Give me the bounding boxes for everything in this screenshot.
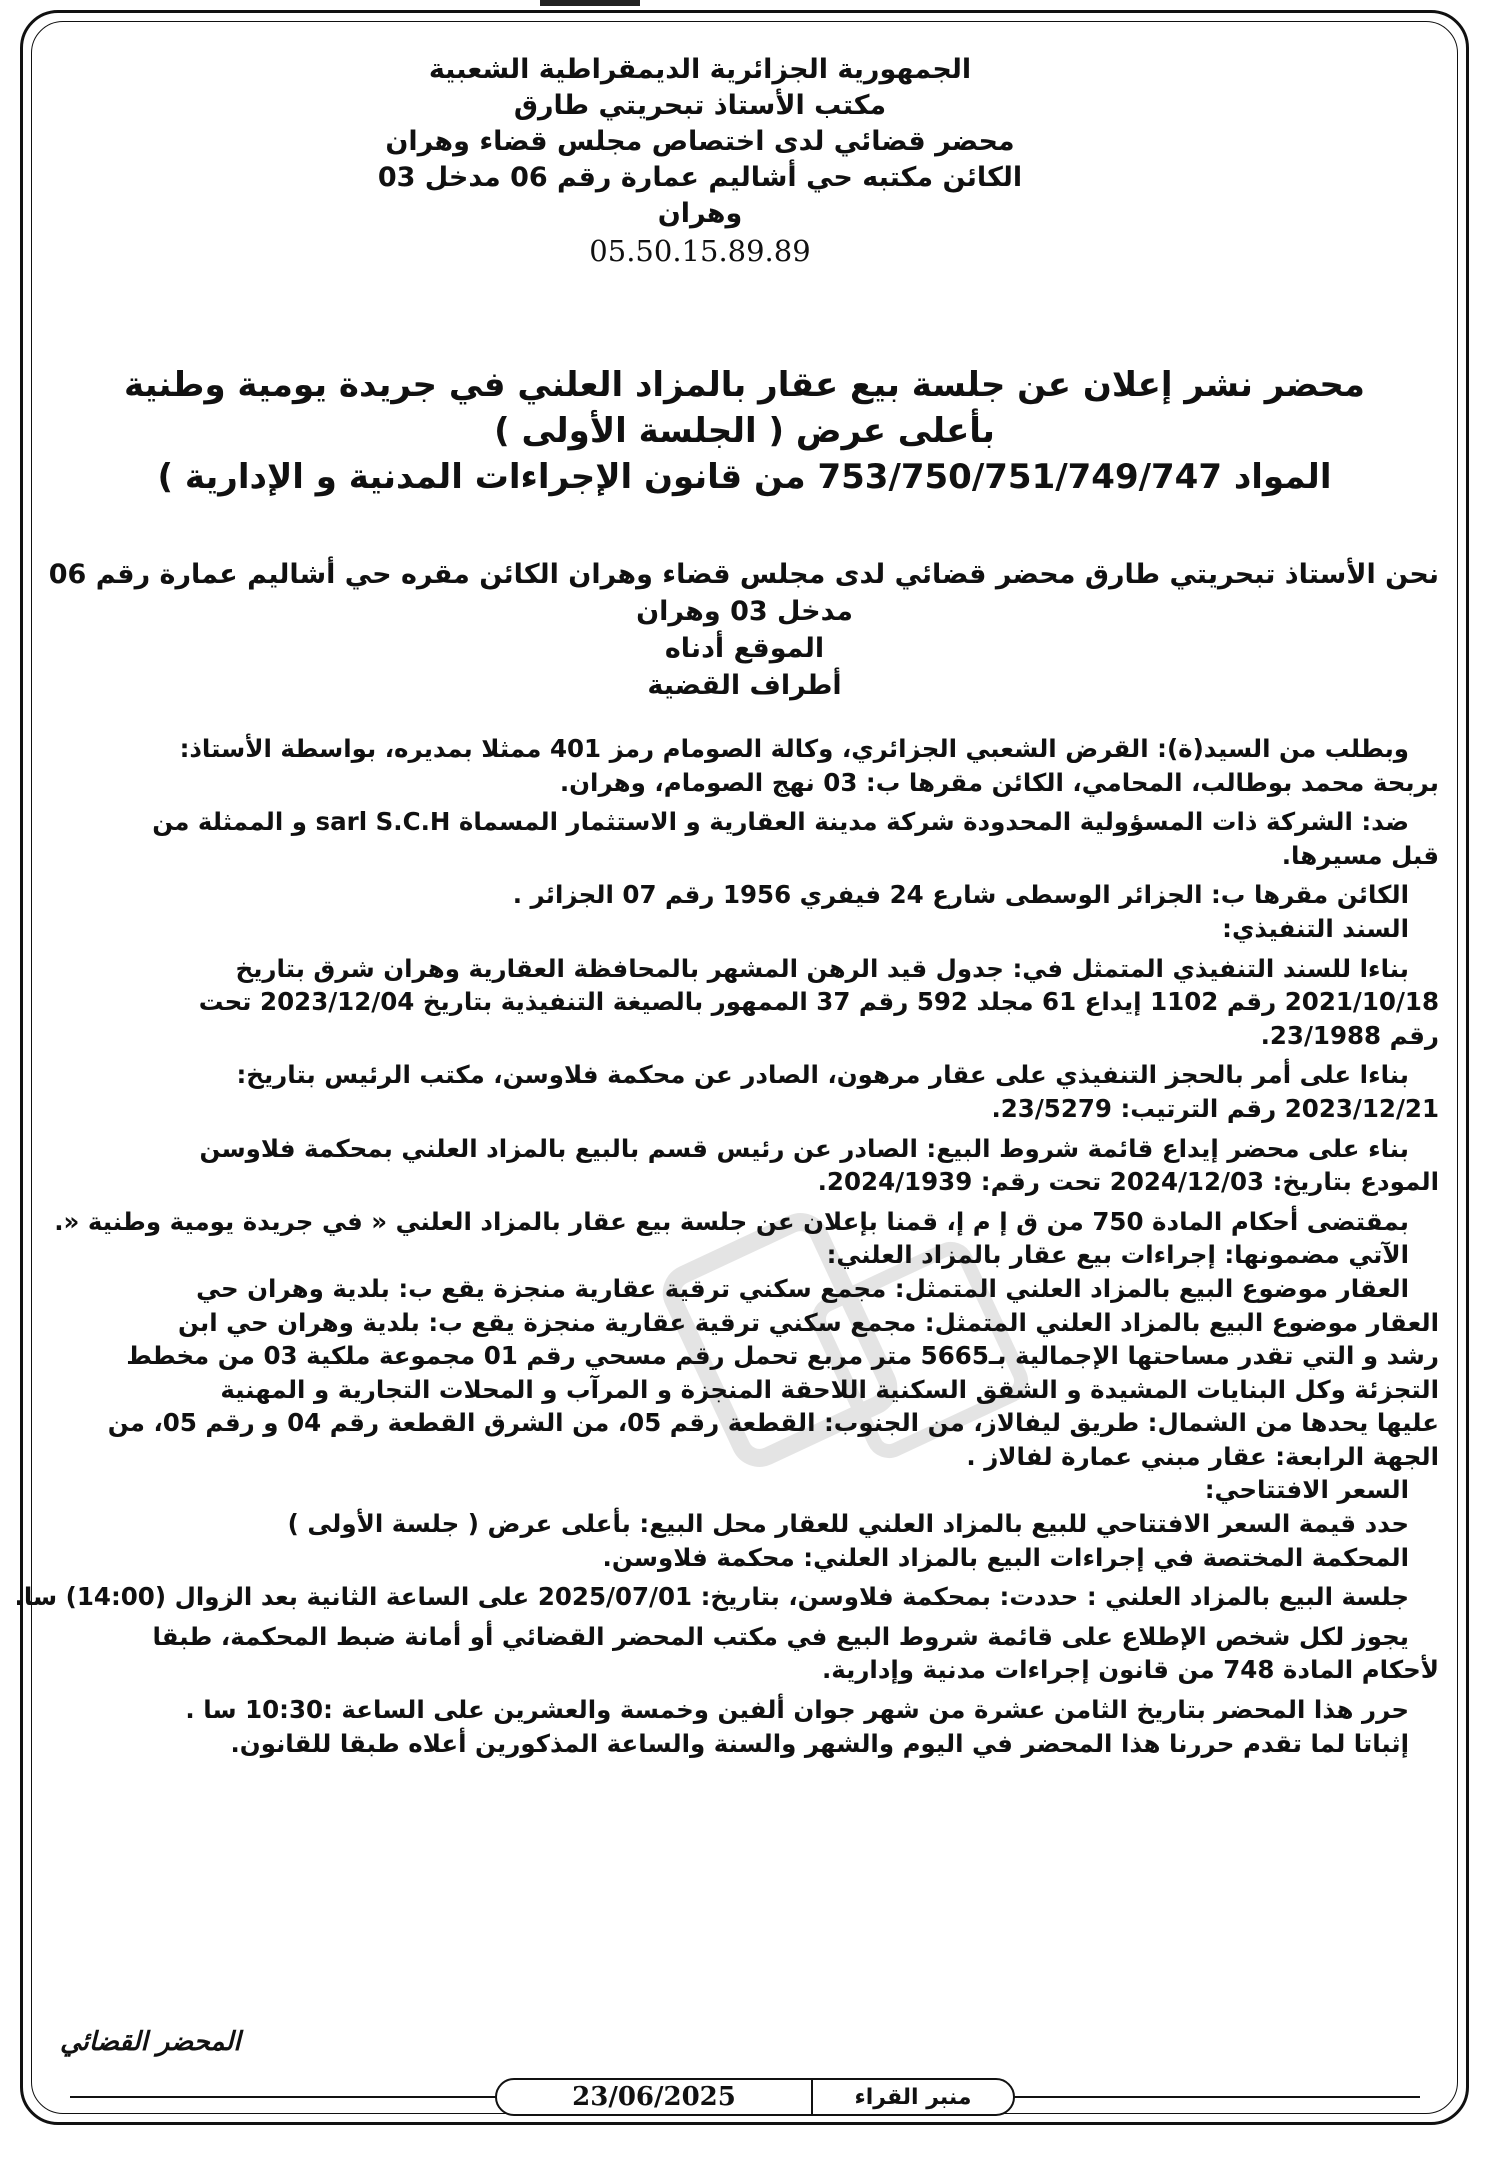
intro-line: الموقع أدناه bbox=[664, 633, 825, 664]
notice-body bbox=[14, 732, 1439, 1760]
body-line: إثباتا لما تقدم حررنا هذا المحضر في اليوم والشهر والسنة والساعة المذكورين أعلاه طبقا للقانون. bbox=[230, 1728, 1409, 1758]
body-line: عليها يحدها من الشمال: طريق ليفالاز، من الجنوب: القطعة رقم 05، من الشرق القطعة رقم 04 و رقم 05، من bbox=[107, 1408, 1439, 1438]
body-line: بربحة محمد بوطالب، المحامي، الكائن مقرها ب: 03 نهج الصومام، وهران. bbox=[559, 767, 1439, 797]
body-line: رشد و التي تقدر مساحتها الإجمالية بـ5665 متر مربع تحمل رقم مسحي رقم 01 مجموعة ملكية 03 من مخطط bbox=[126, 1341, 1439, 1371]
intro-line: أطراف القضية bbox=[647, 670, 842, 701]
body-line: بناءا على أمر بالحجز التنفيذي على عقار مرهون، الصادر عن محكمة فلاوسن، مكتب الرئيس بتاريخ: bbox=[236, 1060, 1409, 1090]
body-line: الكائن مقرها ب: الجزائر الوسطى شارع 24 فيفري 1956 رقم 07 الجزائر . bbox=[512, 880, 1409, 910]
body-line: الآتي مضمونها: إجراءات بيع عقار بالمزاد العلني: bbox=[826, 1240, 1409, 1270]
notice-intro bbox=[50, 556, 1439, 704]
title-line: محضر نشر إعلان عن جلسة بيع عقار بالمزاد العلني في جريدة يومية وطنية bbox=[124, 365, 1365, 405]
body-line: 2023/12/21 رقم الترتيب: 23/5279. bbox=[991, 1093, 1439, 1123]
header-phone: 05.50.15.89.89 bbox=[589, 234, 811, 268]
body-line: لأحكام المادة 748 من قانون إجراءات مدنية وإدارية. bbox=[821, 1655, 1439, 1685]
footer-banner bbox=[495, 2078, 1015, 2116]
body-line: العقار موضوع البيع بالمزاد العلني المتمثل: مجمع سكني ترقية عقارية منجزة يقع ب: بلدية وهران حي bbox=[196, 1273, 1409, 1303]
body-line: جلسة البيع بالمزاد العلني : حددت: بمحكمة فلاوسن، بتاريخ: 2025/07/01 على الساعة الثانية بعد الزوال (14:00) سا. bbox=[14, 1582, 1409, 1612]
body-line: السعر الافتتاحي: bbox=[1204, 1475, 1409, 1505]
header-line: محضر قضائي لدى اختصاص مجلس قضاء وهران bbox=[385, 126, 1015, 157]
body-line: رقم 23/1988. bbox=[1260, 1020, 1439, 1050]
body-line: المحكمة المختصة في إجراءات البيع بالمزاد العلني: محكمة فلاوسن. bbox=[602, 1542, 1409, 1572]
signature-label: المحضر القضائي bbox=[60, 2027, 241, 2057]
body-line: بناءا للسند التنفيذي المتمثل في: جدول قيد الرهن المشهر بالمحافظة العقارية وهران شرق بتاريخ bbox=[235, 953, 1409, 983]
intro-line: نحن الأستاذ تبحريتي طارق محضر قضائي لدى مجلس قضاء وهران الكائن مقره حي أشاليم عمارة رقم 06 bbox=[48, 559, 1439, 590]
header-line: وهران bbox=[657, 198, 743, 229]
body-line: السند التنفيذي: bbox=[1222, 913, 1409, 943]
title-line: المواد 753/750/751/749/747 من قانون الإجراءات المدنية و الإدارية ) bbox=[157, 457, 1332, 497]
body-line: الجهة الرابعة: عقار مبني عمارة لفالاز . bbox=[966, 1441, 1439, 1471]
bailiff-office-header bbox=[250, 52, 1150, 270]
publication-date: 23/06/2025 bbox=[572, 2082, 736, 2112]
body-line: ضد: الشركة ذات المسؤولية المحدودة شركة مدينة العقارية و الاستثمار المسماة sarl S.C.H و الممثلة من bbox=[152, 807, 1409, 837]
body-line: يجوز لكل شخص الإطلاع على قائمة شروط البيع في مكتب المحضر القضائي أو أمانة ضبط المحكمة، طبقا bbox=[152, 1621, 1409, 1651]
top-crop-mark bbox=[540, 0, 640, 6]
body-line: بمقتضى أحكام المادة 750 من ق إ م إ، قمنا بإعلان عن جلسة بيع عقار بالمزاد العلني « في جريدة يومية وطنية «. bbox=[54, 1206, 1409, 1236]
title-line: بأعلى عرض ( الجلسة الأولى ) bbox=[494, 411, 995, 451]
intro-line: مدخل 03 وهران bbox=[636, 596, 853, 627]
header-line: مكتب الأستاذ تبحريتي طارق bbox=[513, 90, 887, 121]
body-line: التجزئة وكل البنايات المشيدة و الشقق السكنية اللاحقة المنجزة و المرآب و المحلات التجارية و المهنية bbox=[220, 1374, 1439, 1404]
footer-separator bbox=[811, 2078, 813, 2116]
header-line: الكائن مكتبه حي أشاليم عمارة رقم 06 مدخل 03 bbox=[377, 162, 1023, 193]
body-line: المودع بتاريخ: 2024/12/03 تحت رقم: 2024/1939. bbox=[817, 1167, 1439, 1197]
body-line: حرر هذا المحضر بتاريخ الثامن عشرة من شهر جوان ألفين وخمسة والعشرين على الساعة :10:30 سا . bbox=[185, 1695, 1409, 1725]
header-line: الجمهورية الجزائرية الديمقراطية الشعبية bbox=[428, 54, 972, 85]
body-line: حدد قيمة السعر الافتتاحي للبيع بالمزاد العلني للعقار محل البيع: بأعلى عرض ( جلسة الأولى ) bbox=[287, 1509, 1409, 1539]
body-line: قبل مسيرها. bbox=[1281, 840, 1439, 870]
publication-name: منبر القراء bbox=[854, 2084, 972, 2110]
body-line: وبطلب من السيد(ة): القرض الشعبي الجزائري، وكالة الصومام رمز 401 ممثلا بمديره، بواسطة الأستاذ: bbox=[179, 734, 1409, 763]
body-line: بناء على محضر إيداع قائمة شروط البيع: الصادر عن رئيس قسم بالبيع بالمزاد العلني بمحكمة فلاوسن bbox=[199, 1133, 1409, 1163]
body-line: 2021/10/18 رقم 1102 إيداع 61 مجلد 592 رقم 37 الممهور بالصيغة التنفيذية بتاريخ 2023/12/04 تحت bbox=[198, 987, 1439, 1017]
notice-title bbox=[40, 362, 1449, 500]
body-line: العقار موضوع البيع بالمزاد العلني المتمثل: مجمع سكني ترقية عقارية منجزة يقع ب: بلدية وهران حي ابن bbox=[177, 1307, 1439, 1337]
